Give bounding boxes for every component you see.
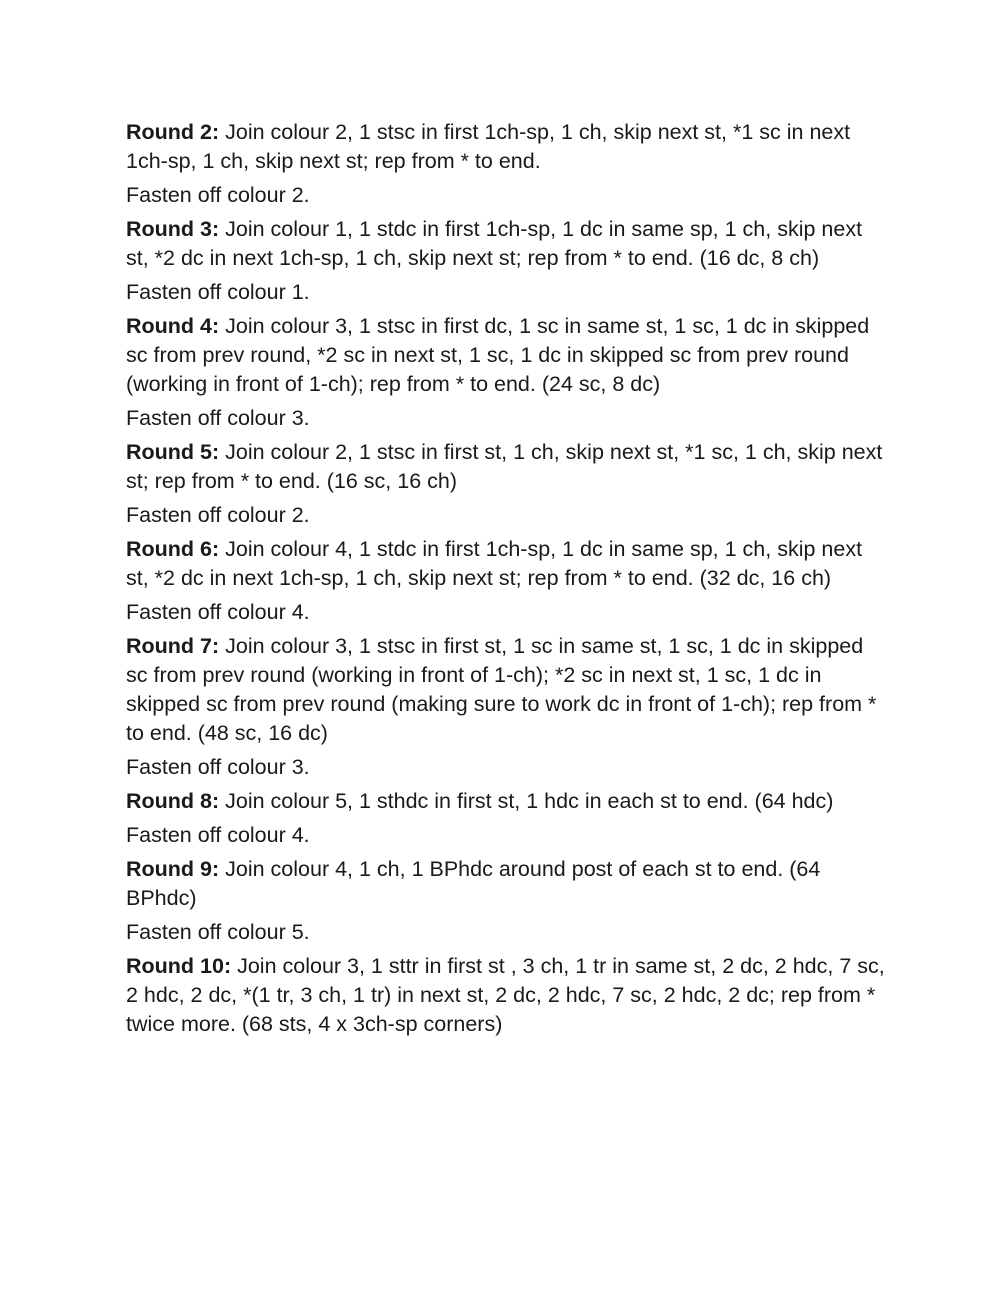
round-text: Join colour 1, 1 stdc in first 1ch-sp, 1 dc in same sp, 1 ch, skip next st, *2 dc in next 1ch-sp, 1 ch, skip next st; rep from * to end. (16 dc, 8 ch): [126, 217, 863, 270]
round-text: Join colour 3, 1 sttr in first st , 3 ch, 1 tr in same st, 2 dc, 2 hdc, 7 sc, 2 hdc, 2 dc, *(1 tr, 3 ch, 1 tr) in next st, 2 dc, 2 hdc, 7 sc, 2 hdc, 2 dc; rep from * twice more. (68 sts, 4 x 3ch-sp corners): [126, 954, 885, 1036]
round-label: Round 7:: [126, 634, 220, 658]
round-label: Round 8:: [126, 789, 220, 813]
fasten-off-note: Fasten off colour 4.: [126, 600, 310, 624]
round-label: Round 2:: [126, 120, 220, 144]
round-4: [126, 312, 886, 399]
round-label: Round 3:: [126, 217, 220, 241]
fasten-off-note: Fasten off colour 4.: [126, 823, 310, 847]
round-text: Join colour 3, 1 stsc in first st, 1 sc in same st, 1 sc, 1 dc in skipped sc from prev round (working in front of 1-ch); *2 sc in next st, 1 sc, 1 dc in skipped sc from prev round (making sure to work dc in front of 1-ch); rep from * to end. (48 sc, 16 dc): [126, 634, 877, 745]
round-text: Join colour 4, 1 stdc in first 1ch-sp, 1 dc in same sp, 1 ch, skip next st, *2 dc in next 1ch-sp, 1 ch, skip next st; rep from * to end. (32 dc, 16 ch): [126, 537, 863, 590]
fasten-off-note: Fasten off colour 2.: [126, 503, 310, 527]
fasten-off-note: Fasten off colour 3.: [126, 755, 310, 779]
round-text: Join colour 2, 1 stsc in first st, 1 ch, skip next st, *1 sc, 1 ch, skip next st; rep from * to end. (16 sc, 16 ch): [126, 440, 883, 493]
fasten-off-note: Fasten off colour 3.: [126, 406, 310, 430]
round-10: [126, 952, 886, 1039]
round-label: Round 4:: [126, 314, 220, 338]
round-6: [126, 535, 886, 593]
round-text: Join colour 3, 1 stsc in first dc, 1 sc in same st, 1 sc, 1 dc in skipped sc from prev round, *2 sc in next st, 1 sc, 1 dc in skipped sc from prev round (working in front of 1-ch); rep from * to end. (24 sc, 8 dc): [126, 314, 870, 396]
fasten-off-note: Fasten off colour 5.: [126, 920, 310, 944]
round-label: Round 9:: [126, 857, 220, 881]
round-7: [126, 632, 886, 748]
round-2: [126, 118, 886, 176]
fasten-off-note: Fasten off colour 1.: [126, 280, 310, 304]
fasten-off-note: Fasten off colour 2.: [126, 183, 310, 207]
round-label: Round 6:: [126, 537, 220, 561]
round-3: [126, 215, 886, 273]
round-text: Join colour 4, 1 ch, 1 BPhdc around post of each st to end. (64 BPhdc): [126, 857, 821, 910]
round-text: Join colour 5, 1 sthdc in first st, 1 hdc in each st to end. (64 hdc): [219, 789, 834, 813]
round-text: Join colour 2, 1 stsc in first 1ch-sp, 1 ch, skip next st, *1 sc in next 1ch-sp, 1 ch, skip next st; rep from * to end.: [126, 120, 851, 173]
round-9: [126, 855, 886, 913]
round-label: Round 10:: [126, 954, 232, 978]
round-label: Round 5:: [126, 440, 220, 464]
round-5: [126, 438, 886, 496]
round-8: [126, 787, 886, 816]
pattern-instructions: [126, 118, 886, 1039]
